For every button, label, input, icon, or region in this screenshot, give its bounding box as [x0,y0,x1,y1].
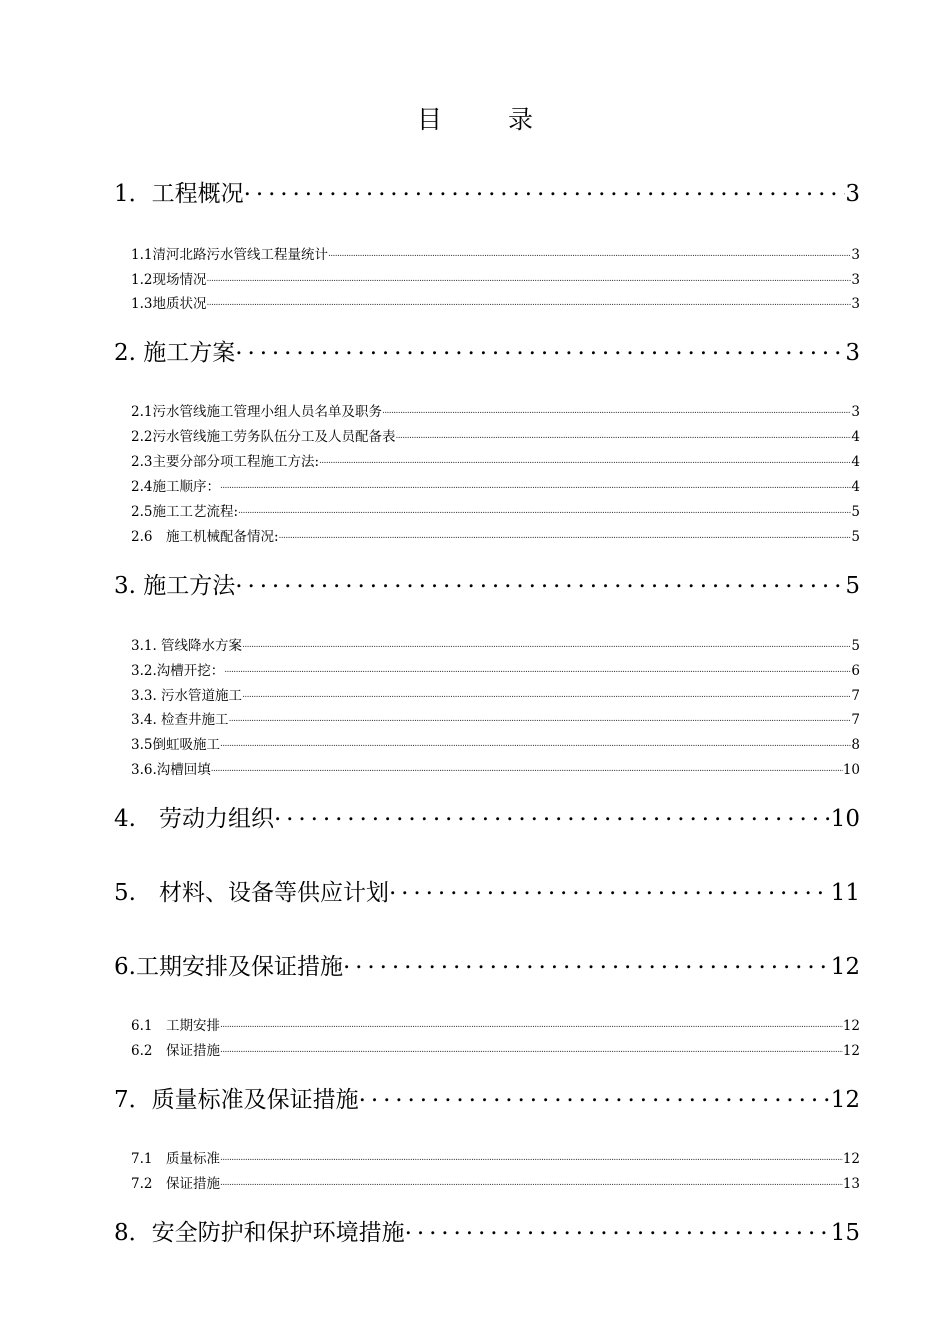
toc-page-number: 5 [851,529,860,545]
toc-page-number: 12 [830,1087,860,1113]
toc-entry-2[interactable] [114,334,860,366]
toc-entry-7-1[interactable] [131,1147,860,1165]
toc-dot-leader [235,342,845,360]
toc-dot-leader [328,249,851,259]
toc-entry-label: 1.2现场情况 [131,272,207,288]
toc-dot-leader [242,640,851,650]
toc-entry-label: 7．质量标准及保证措施 [114,1087,359,1113]
toc-page-number: 10 [842,762,860,778]
toc-entry-label: 7.2 保证措施 [131,1176,220,1192]
toc-entry-1-1[interactable] [131,243,860,261]
toc-dot-leader [382,406,851,416]
toc-page-number: 10 [830,806,860,832]
toc-dot-leader [405,1222,831,1240]
toc-dot-leader [238,506,851,516]
toc-dot-leader [395,431,851,441]
toc-entry-label: 1.3地质状况 [131,296,207,312]
toc-page-number: 3 [851,272,860,288]
toc-page-number: 5 [851,504,860,520]
toc-page-number: 4 [851,479,860,495]
toc-entry-1-3[interactable] [131,292,860,310]
toc-entry-label: 2.2污水管线施工劳务队伍分工及人员配备表 [131,429,396,445]
toc-entry-3[interactable] [114,567,860,599]
toc-page-number: 8 [851,737,860,753]
toc-entry-5[interactable] [114,874,860,906]
toc-entry-6-1[interactable] [131,1014,860,1032]
toc-entry-label: 3. 施工方法 [114,573,236,599]
toc-entry-2-4[interactable] [131,475,860,493]
toc-entry-3-4[interactable] [131,708,860,726]
toc-entry-2-3[interactable] [131,450,860,468]
toc-entry-label: 2.3主要分部分项工程施工方法: [131,454,320,470]
toc-dot-leader [211,764,843,774]
toc-entry-label: 3.1. 管线降水方案 [131,638,243,654]
toc-entry-label: 3.3. 污水管道施工 [131,688,243,704]
toc-entry-label: 2.6 施工机械配备情况: [131,529,279,545]
toc-dot-leader [224,665,851,675]
toc-entry-label: 2.1污水管线施工管理小组人员名单及职务 [131,404,382,420]
toc-entry-7-2[interactable] [131,1172,860,1190]
toc-entry-label: 3.5倒虹吸施工 [131,737,220,753]
toc-page-number: 3 [845,340,860,366]
toc-entry-label: 3.2.沟槽开挖： [131,663,225,679]
toc-entry-3-5[interactable] [131,733,860,751]
toc-page-number: 12 [842,1151,860,1167]
toc-entry-label: 1．工程概况 [114,181,244,207]
toc-dot-leader [220,739,851,749]
toc-entry-2-5[interactable] [131,500,860,518]
toc-entry-label: 4. 劳动力组织 [114,806,274,832]
toc-page-number: 12 [842,1018,860,1034]
toc-entry-2-2[interactable] [131,425,860,443]
toc-entry-label: 3.6.沟槽回填 [131,762,211,778]
toc-page-number: 6 [851,663,860,679]
toc-page-number: 11 [830,880,860,906]
toc-entry-label: 6.工期安排及保证措施 [114,954,343,980]
toc-page-number: 4 [851,454,860,470]
toc-entry-6-2[interactable] [131,1039,860,1057]
toc-dot-leader [206,298,851,308]
toc-entry-8[interactable] [114,1214,860,1246]
toc-entry-1[interactable] [114,175,860,207]
toc-dot-leader [274,808,831,826]
toc-entry-2-6[interactable] [131,525,860,543]
toc-page-number: 5 [851,638,860,654]
toc-entry-3-1[interactable] [131,634,860,652]
page-title [0,100,950,136]
title-char-2: 录 [508,105,534,134]
toc-page-number: 5 [845,573,860,599]
toc-page-number: 7 [851,688,860,704]
toc-dot-leader [343,956,831,974]
toc-entry-label: 8．安全防护和保护环境措施 [114,1220,405,1246]
toc-dot-leader [220,1178,843,1188]
toc-dot-leader [359,1089,831,1107]
toc-entry-3-3[interactable] [131,684,860,702]
toc-dot-leader [220,1045,843,1055]
toc-page-number: 15 [830,1220,860,1246]
toc-page-number: 7 [851,712,860,728]
toc-page-number: 12 [842,1043,860,1059]
toc-dot-leader [244,183,846,201]
toc-entry-6[interactable] [114,948,860,980]
toc-dot-leader [389,882,831,900]
toc-page-number: 4 [851,429,860,445]
toc-entry-label: 6.2 保证措施 [131,1043,220,1059]
toc-entry-1-2[interactable] [131,268,860,286]
toc-dot-leader [279,531,852,541]
toc-entry-label: 2.5施工工艺流程: [131,504,239,520]
toc-dot-leader [242,690,851,700]
toc-page-number: 13 [842,1176,860,1192]
title-char-1: 目 [416,105,442,134]
toc-entry-2-1[interactable] [131,400,860,418]
toc-dot-leader [220,1153,843,1163]
toc-dot-leader [235,575,845,593]
toc-entry-label: 7.1 质量标准 [131,1151,220,1167]
toc-entry-label: 5. 材料、设备等供应计划 [114,880,389,906]
toc-page-number: 3 [851,247,860,263]
toc-entry-3-6[interactable] [131,758,860,776]
toc-entry-label: 2.4施工顺序： [131,479,220,495]
toc-page-number: 12 [830,954,860,980]
toc-page-number: 3 [851,404,860,420]
toc-dot-leader [220,481,851,491]
toc-page-number: 3 [845,181,860,207]
toc-entry-4[interactable] [114,800,860,832]
toc-dot-leader [206,274,851,284]
toc-entry-label: 6.1 工期安排 [131,1018,220,1034]
toc-entry-3-2[interactable] [131,659,860,677]
toc-entry-7[interactable] [114,1081,860,1113]
toc-dot-leader [229,714,852,724]
toc-entry-label: 3.4. 检查井施工 [131,712,229,728]
toc-entry-label: 1.1清河北路污水管线工程量统计 [131,247,328,263]
toc-page-number: 3 [851,296,860,312]
toc-dot-leader [220,1020,843,1030]
toc-dot-leader [319,456,851,466]
toc-entry-label: 2. 施工方案 [114,340,236,366]
